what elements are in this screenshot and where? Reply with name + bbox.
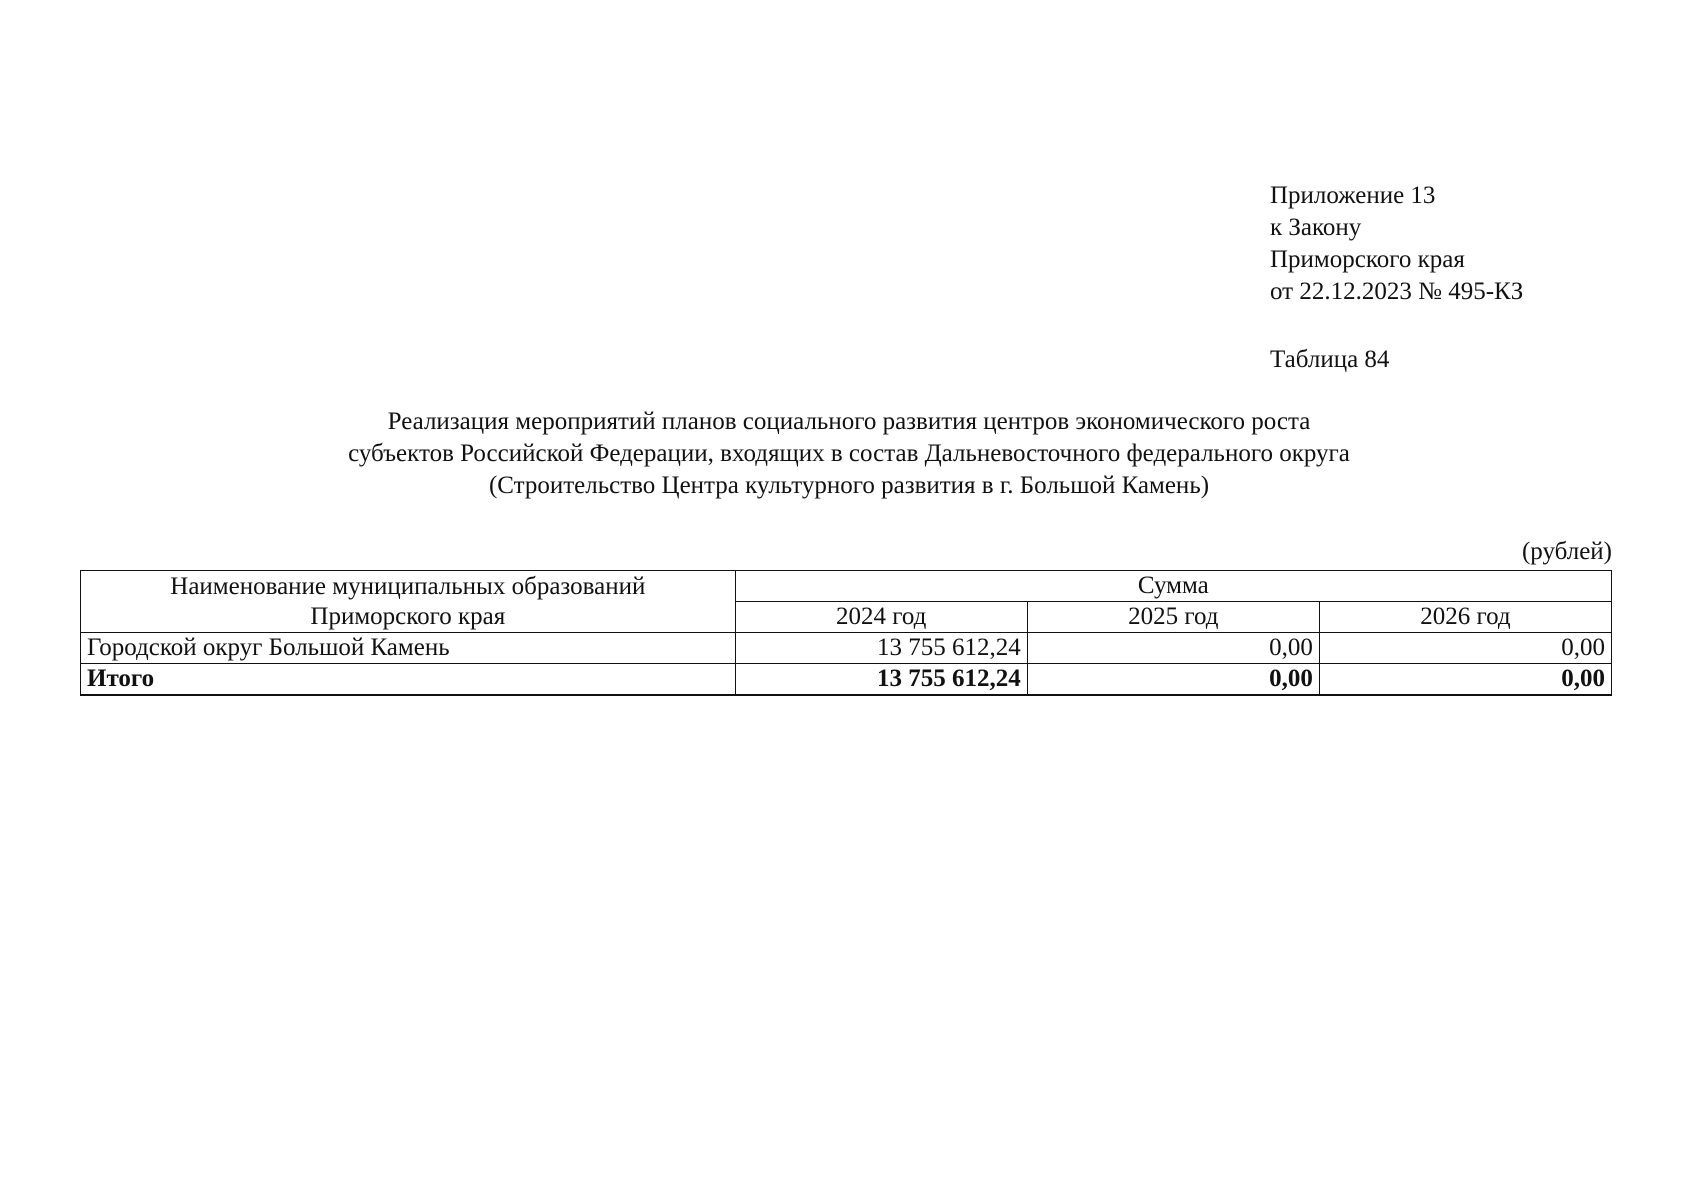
total-row — [81, 664, 1612, 696]
header-sum: Сумма — [735, 571, 1611, 602]
row-value-2026: 0,00 — [1319, 633, 1611, 664]
appendix-line-2: к Закону — [1270, 214, 1362, 241]
total-value-2024: 13 755 612,24 — [735, 664, 1027, 696]
units-label: (рублей) — [1521, 538, 1612, 565]
appendix-line-4: от 22.12.2023 № 495-КЗ — [1270, 278, 1524, 305]
row-value-2024: 13 755 612,24 — [735, 633, 1027, 664]
header-year-2026: 2026 год — [1319, 602, 1611, 633]
total-value-2026: 0,00 — [1319, 664, 1611, 696]
header-year-2025: 2025 год — [1027, 602, 1319, 633]
total-label: Итого — [81, 664, 736, 696]
header-municipality-line-2: Приморского края — [310, 602, 506, 630]
appendix-line-3: Приморского края — [1270, 246, 1465, 273]
table-header-row — [81, 571, 1612, 602]
total-value-2025: 0,00 — [1027, 664, 1319, 696]
title-line-3: (Строительство Центра культурного развития в г. Большой Камень) — [488, 472, 1210, 499]
row-value-2025: 0,00 — [1027, 633, 1319, 664]
table-row — [81, 633, 1612, 664]
header-municipality — [81, 571, 736, 633]
title-line-1: Реализация мероприятий планов социального развития центров экономического роста — [387, 408, 1311, 435]
appendix-line-1: Приложение 13 — [1270, 182, 1436, 209]
row-municipality-name: Городской округ Большой Камень — [81, 633, 736, 664]
header-municipality-line-1: Наименование муниципальных образований — [170, 572, 646, 600]
title-line-2: субъектов Российской Федерации, входящих в состав Дальневосточного федерального округа — [348, 440, 1350, 467]
budget-table — [80, 570, 1612, 696]
document-title — [0, 406, 1698, 502]
header-year-2024: 2024 год — [735, 602, 1027, 633]
table-number: Таблица 84 — [1270, 346, 1390, 373]
appendix-reference — [1270, 180, 1523, 308]
